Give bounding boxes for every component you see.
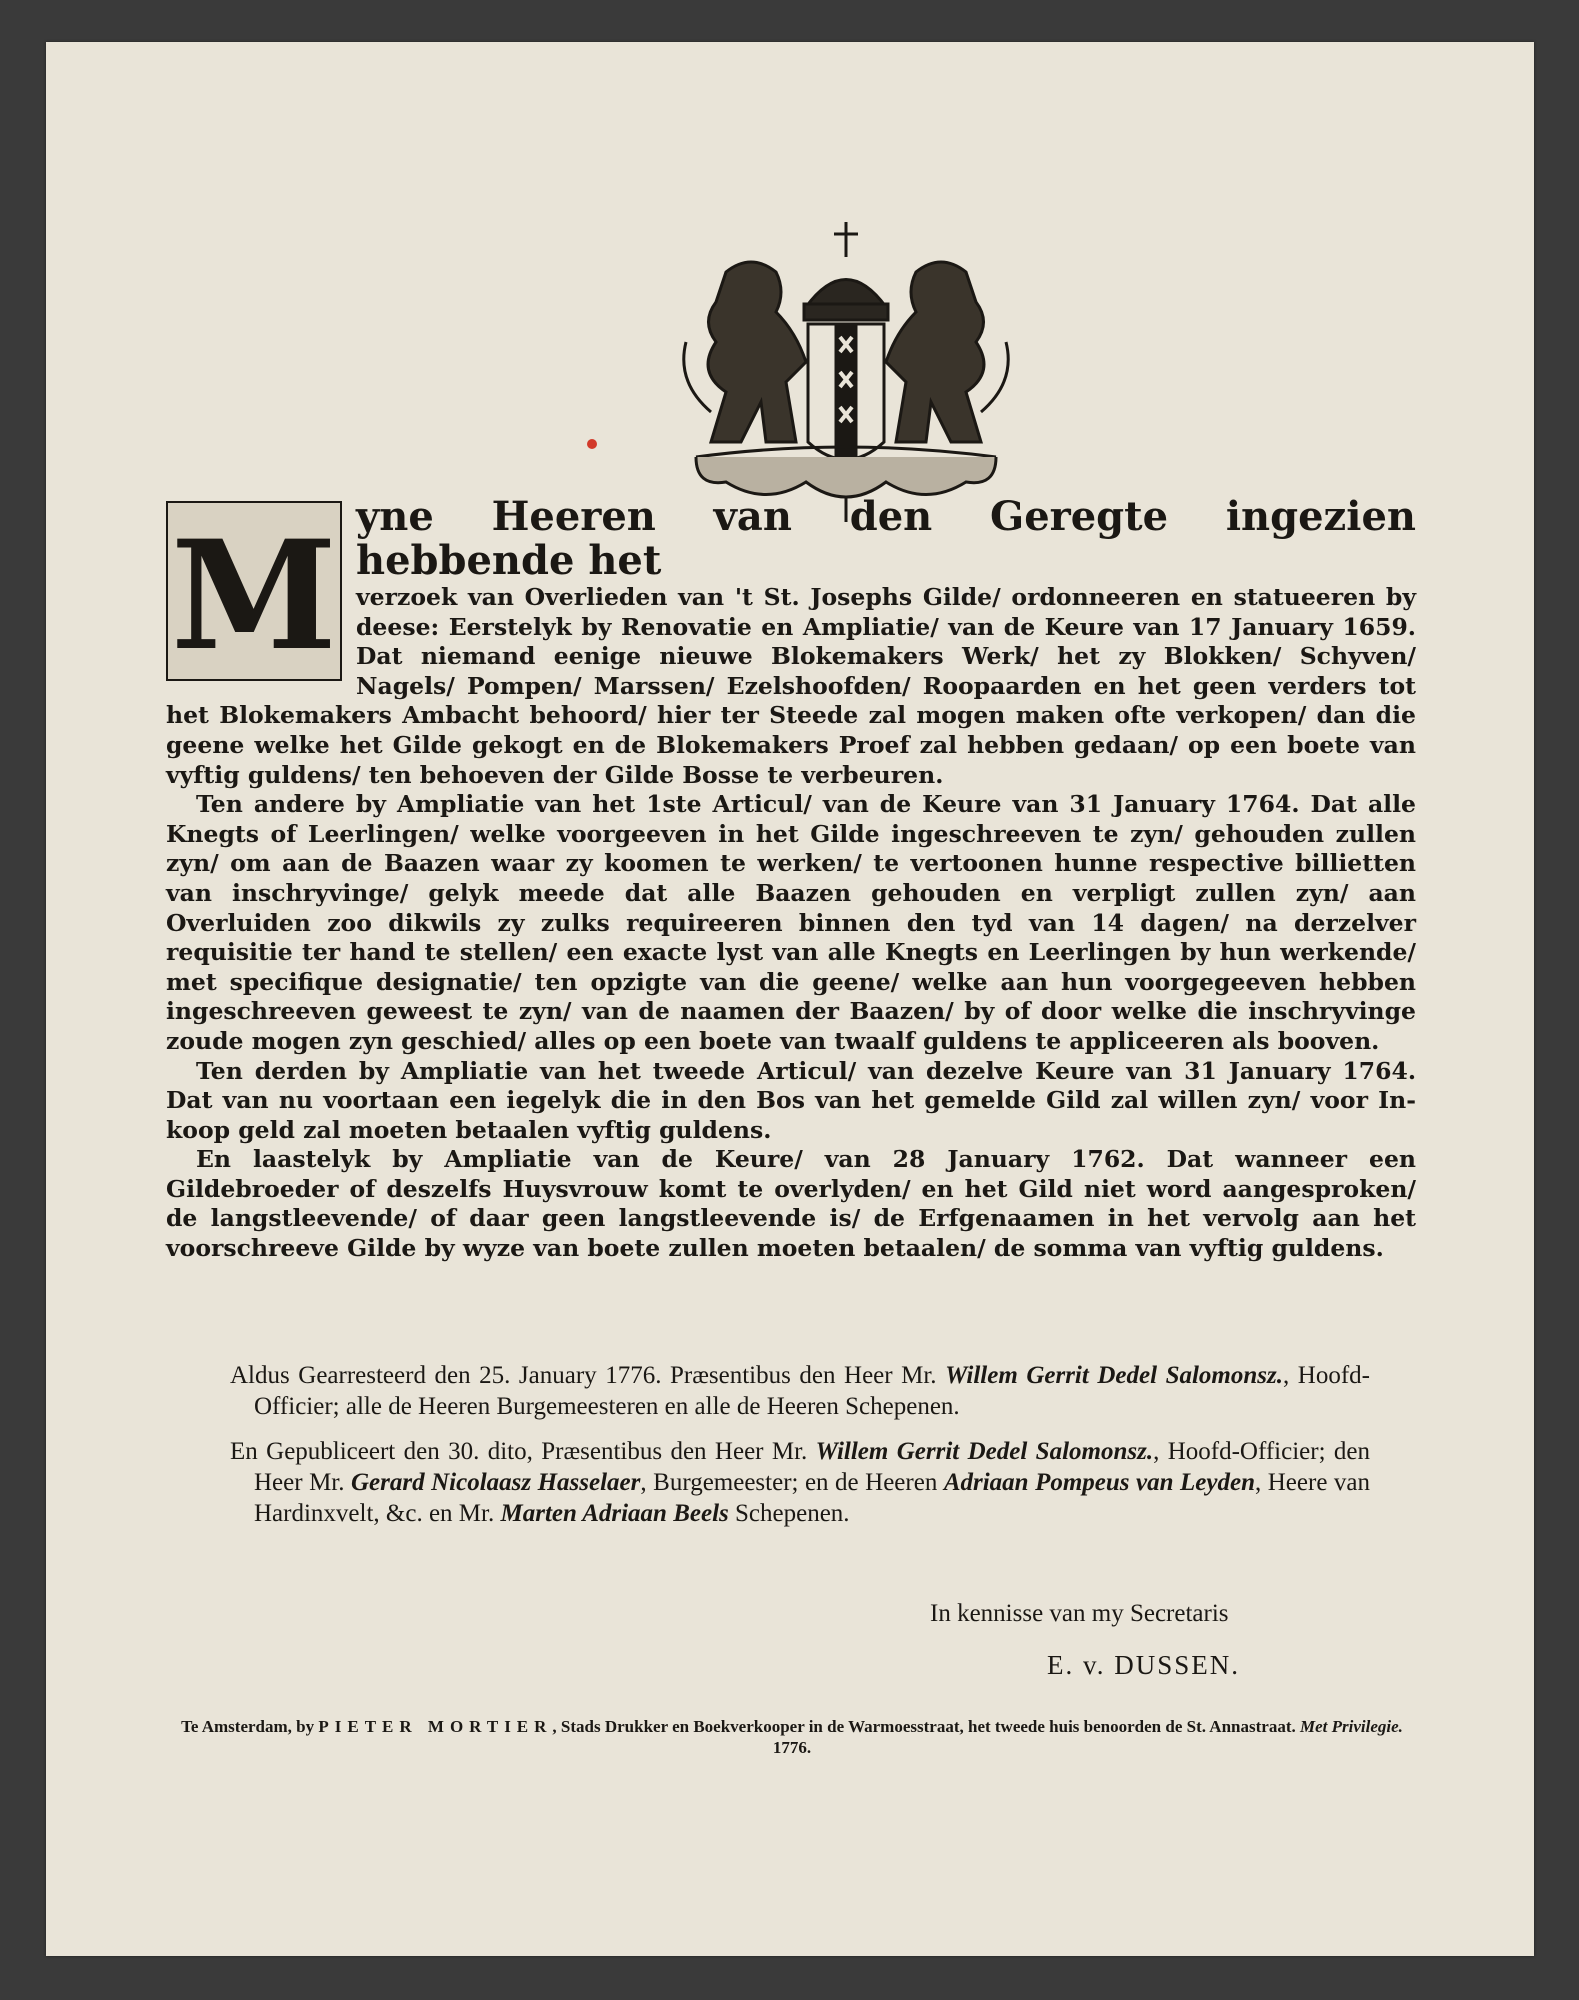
secretary-signoff: In kennisse van my Secretaris xyxy=(930,1600,1229,1627)
paragraph-4: En laastelyk by Ampliatie van de Keure/ van 28 January 1762. Dat wanneer een Gildebroeder of deszelfs Huysvrouw komt te overlyden/ en het Gild niet word aangesproken/ de langstleevende/ of daar geen langstleevende is/ de Erfgenaamen in het vervolg aan het voorschreeve Gilde by wyze van boete zullen moeten betaalen/ de somma van vyftig guldens. xyxy=(166,1145,1416,1263)
printer-name: PIETER MORTIER xyxy=(318,1717,553,1736)
arrested-paragraph: Aldus Gearresteerd den 25. January 1776. Præsentibus den Heer Mr. Willem Gerrit Dedel Salomonsz., Hoofd-Officier; alle de Heeren Burgemeesteren en alle de Heeren Schepenen. xyxy=(230,1362,1370,1420)
alderman-name: Adriaan Pompeus van Leyden xyxy=(943,1469,1255,1496)
burgomaster-name: Gerard Nicolaasz Hasselaer xyxy=(351,1469,641,1496)
closing-section xyxy=(230,1360,1370,1543)
alderman-name: Marten Adriaan Beels xyxy=(500,1500,729,1527)
coat-of-arms-emblem xyxy=(656,212,1036,532)
decorated-initial xyxy=(166,501,342,684)
initial-letter: M xyxy=(170,508,338,684)
paragraph-3: Ten derden by Ampliatie van het tweede Articul/ van dezelve Keure van 31 January 1764. Dat van nu voortaan een iegelyk die in den Bos van het gemelde Gild zal willen zyn/ voor In-koop geld zal moeten betaalen vyftig guldens. xyxy=(166,1056,1416,1144)
privilege-note: Met Privilegie. xyxy=(1299,1717,1403,1736)
printer-imprint: Te Amsterdam, by PIETER MORTIER, Stads Drukker en Boekverkooper in de Warmoesstraat, het tweede huis benoorden de St. Annastraat. Met Privilegie. 1776. xyxy=(181,1717,1403,1757)
officer-name: Willem Gerrit Dedel Salomonsz. xyxy=(945,1362,1283,1389)
paragraph-2: Ten andere by Ampliatie van het 1ste Articul/ van de Keure van 31 January 1764. Dat alle Knegts of Leerlingen/ welke voorgeeven in het Gilde ingeschreeven te zyn/ gehouden zullen zyn/ om aan de Baazen waar zy koomen te werken/ te vertoonen hunne respective billietten van inschryvinge/ gelyk meede dat alle Baazen gehouden en verpligt zullen zyn/ aan Overluiden zoo dikwils zy zulks requireeren binnen den tyd van 14 dagen/ na derzelver requisitie ter hand te stellen/ een exacte lyst van alle Knegts en Leerlingen by hun werkende/ met specifique designatie/ ten opzigte van die geene/ welke aan hun voorgegeeven hebben ingeschreeven geweest te zyn/ van de naamen der Baazen/ by of door welke die inschryvinge zoude mogen zyn geschied/ alles op een boete van twaalf guldens te appliceeren als booven. xyxy=(166,790,1416,1055)
published-paragraph: En Gepubliceert den 30. dito, Præsentibus den Heer Mr. Willem Gerrit Dedel Salomonsz., Hoofd-Officier; den Heer Mr. Gerard Nicolaasz Hasselaer, Burgemeester; en de Heeren Adriaan Pompeus van Leyden, Heere van Hardinxvelt, &c. en Mr. Marten Adriaan Beels Schepenen. xyxy=(230,1438,1371,1527)
ordinance-body xyxy=(166,495,1416,1264)
officer-name: Willem Gerrit Dedel Salomonsz. xyxy=(815,1438,1154,1465)
opening-line: yne Heeren van den Geregte ingezien hebbende het xyxy=(356,493,1416,584)
red-ink-mark xyxy=(587,439,597,449)
paragraph-1: verzoek van Overlieden van 't St. Josephs Gilde/ ordonneeren en statueeren by deese: Eerstelyk by Renovatie en Ampliatie/ van de Keure van 17 January 1659. Dat niemand eenige nieuwe Blokemakers Werk/ het zy Blokken/ Schyven/ Nagels/ Pompen/ Marssen/ Ezelshoofden/ Roopaarden en het geen verders tot het Blokemakers Ambacht behoord/ hier ter Steede zal mogen maken ofte verkopen/ dan die geene welke het Gilde gekogt en de Blokemakers Proef zal hebben gedaan/ op een boete van vyftig guldens/ ten behoeven der Gilde Bosse te verbeuren. xyxy=(166,583,1416,789)
secretary-name: E. v. DUSSEN. xyxy=(1047,1650,1241,1680)
